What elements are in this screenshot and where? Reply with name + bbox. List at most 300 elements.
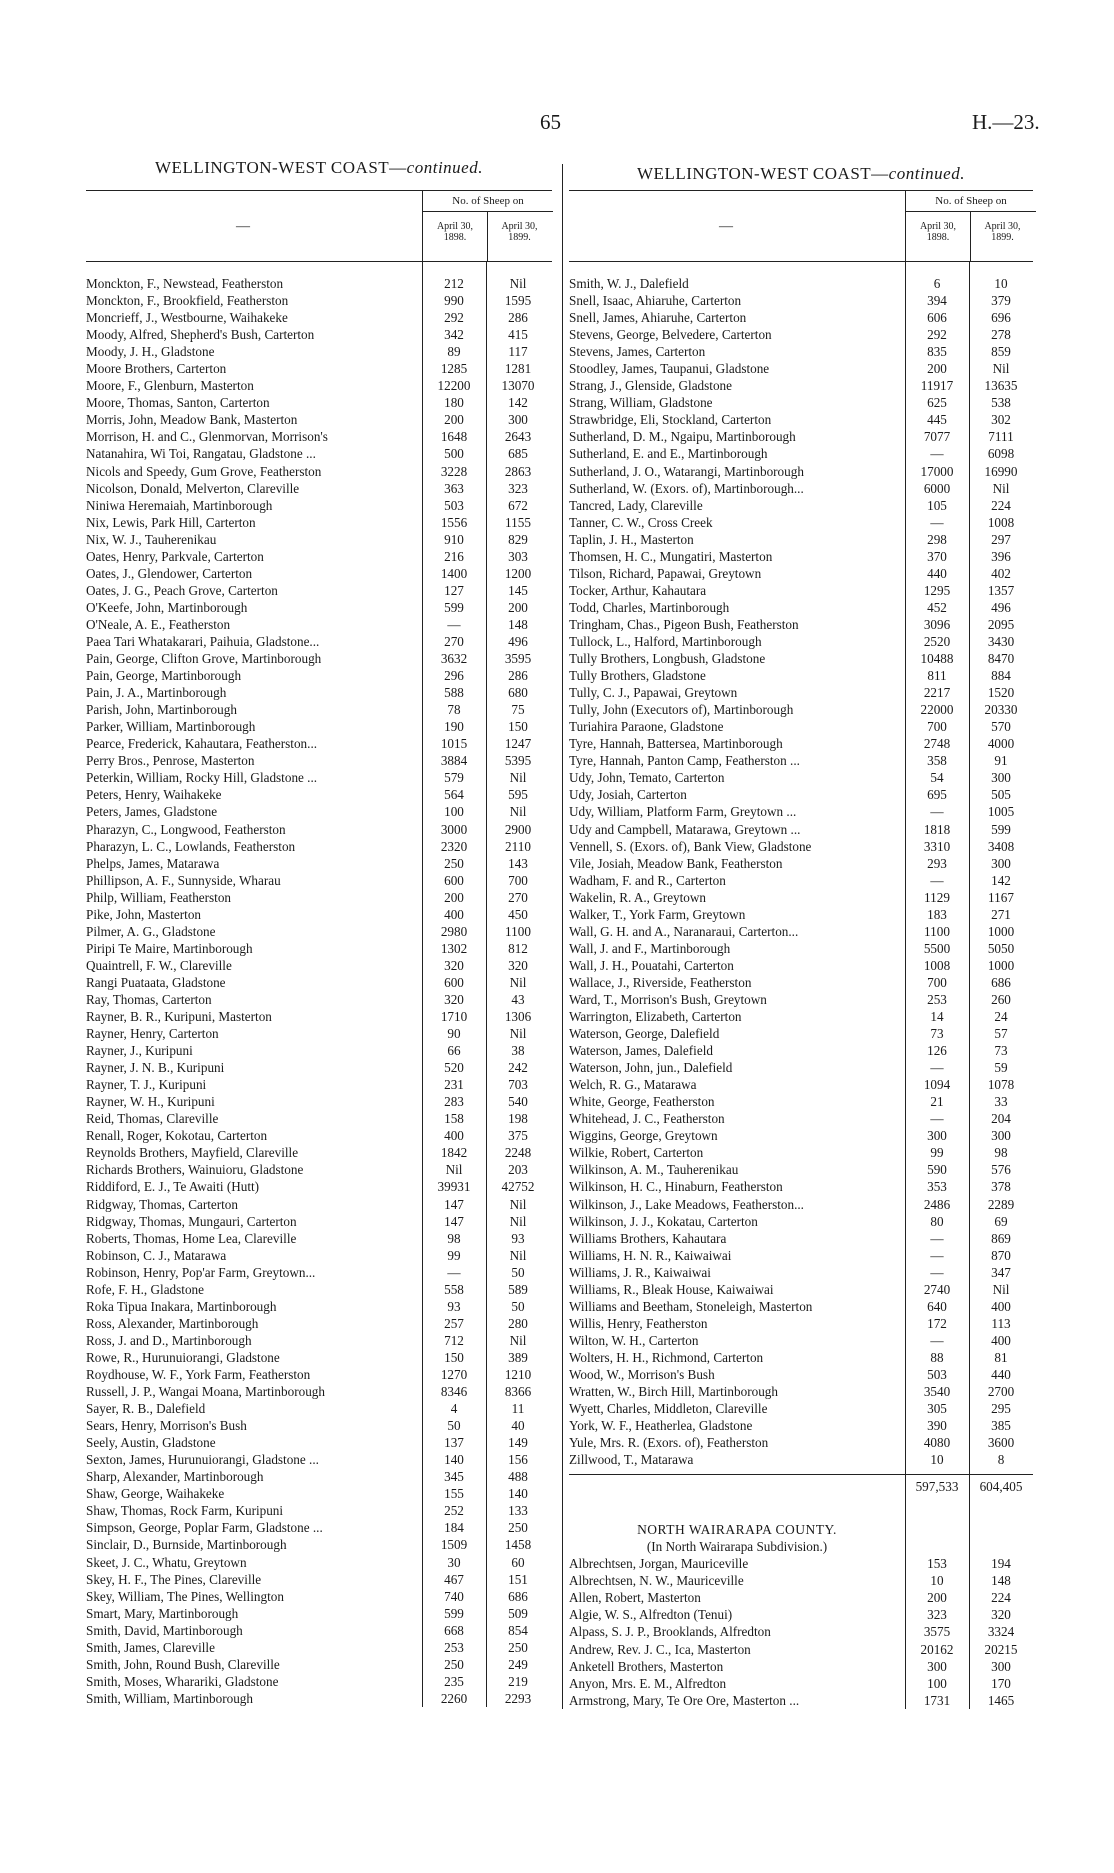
table-row (569, 445, 1033, 462)
sheep-1898: 200 (444, 412, 464, 428)
sheep-1898: 640 (927, 1298, 947, 1314)
sheep-1898: 150 (444, 1349, 464, 1365)
table-row (569, 497, 1033, 514)
sheep-1898: 147 (444, 1196, 464, 1212)
sheep-1899: 3324 (987, 1624, 1015, 1640)
table-row (86, 1400, 552, 1417)
table-row (86, 957, 552, 974)
table-row (569, 684, 1033, 701)
table-row (569, 548, 1033, 565)
sheep-1899: 91 (994, 753, 1008, 769)
sheep-1898: 305 (927, 1401, 947, 1417)
owner-name: Wyett, Charles, Middleton, Clareville (569, 1401, 768, 1417)
sheep-1899: 148 (991, 1573, 1011, 1589)
sheep-1898: 80 (930, 1213, 944, 1229)
sheep-1898: 200 (444, 889, 464, 905)
owner-name: Strawbridge, Eli, Stockland, Carterton (569, 412, 772, 428)
owner-name: Pike, John, Masterton (86, 906, 202, 922)
table-row (86, 360, 552, 377)
sheep-1899: 271 (991, 906, 1011, 922)
sheep-1898: 2748 (923, 736, 951, 752)
table-row (569, 1008, 1033, 1025)
sheep-1899: 142 (991, 872, 1011, 888)
table-row (569, 1264, 1033, 1281)
table-row (569, 616, 1033, 633)
sheep-1898: 250 (444, 855, 464, 871)
table-row (569, 1076, 1033, 1093)
table-row (86, 1366, 552, 1383)
owner-name: Renall, Roger, Kokotau, Carterton (86, 1128, 268, 1144)
sheep-1899: 148 (508, 616, 528, 632)
table-row (86, 548, 552, 565)
sheep-1898: 712 (444, 1332, 464, 1348)
table-row (569, 480, 1033, 497)
sheep-1899: 2095 (987, 616, 1015, 632)
sheep-1899: 375 (508, 1128, 528, 1144)
table-row (569, 1658, 1033, 1675)
owner-name: Skey, William, The Pines, Wellington (86, 1588, 284, 1604)
owner-name: Pilmer, A. G., Gladstone (86, 923, 216, 939)
sheep-1899: 4000 (987, 736, 1015, 752)
owner-name: Perry Bros., Penrose, Masterton (86, 753, 255, 769)
sheep-1898: 235 (444, 1673, 464, 1689)
sheep-1899: 589 (508, 1281, 528, 1297)
sheep-1899: 113 (991, 1315, 1011, 1331)
owner-name: Wilkinson, H. C., Hinaburn, Featherston (569, 1179, 783, 1195)
sheep-1899: 396 (991, 548, 1011, 564)
sheep-1899: 33 (994, 1094, 1008, 1110)
sheep-1899: 685 (508, 446, 528, 462)
sheep-1899: 270 (508, 889, 528, 905)
owner-name: Wilkie, Robert, Carterton (569, 1145, 704, 1161)
sheep-1899: Nil (509, 974, 527, 990)
owner-name: Udy, John, Temato, Carterton (569, 770, 725, 786)
sheep-1899: 496 (991, 599, 1011, 615)
sheep-1898: 100 (444, 804, 464, 820)
sheep-1898: 231 (444, 1077, 464, 1093)
sheep-1899: 812 (508, 940, 528, 956)
table-row (86, 1571, 552, 1588)
table-row (86, 309, 552, 326)
sheep-1899: 1155 (505, 514, 531, 530)
owner-name: Tilson, Richard, Papawai, Greytown (569, 565, 762, 581)
table-row (86, 872, 552, 889)
table-row (569, 1572, 1033, 1589)
table-row (86, 497, 552, 514)
table-row (569, 1434, 1033, 1451)
sheep-1899: 2248 (504, 1145, 532, 1161)
sheep-1898: 137 (444, 1435, 464, 1451)
sheep-1898: 320 (444, 957, 464, 973)
table-row (86, 1008, 552, 1025)
table-row (569, 582, 1033, 599)
owner-name: Wadham, F. and R., Carterton (569, 872, 726, 888)
owner-name: Ridgway, Thomas, Carterton (86, 1196, 238, 1212)
sheep-1898: 30 (447, 1554, 461, 1570)
table-row (569, 991, 1033, 1008)
sheep-1899: 142 (508, 395, 528, 411)
table-row (86, 275, 552, 292)
table-row (86, 906, 552, 923)
sheep-1899: 320 (991, 1607, 1011, 1623)
owner-name: Roka Tipua Inakara, Martinborough (86, 1298, 277, 1314)
sheep-1898: 588 (444, 685, 464, 701)
sheep-1899: 204 (991, 1111, 1011, 1127)
owner-name: Waterson, George, Dalefield (569, 1026, 720, 1042)
table-row (86, 1656, 552, 1673)
table-row (569, 1383, 1033, 1400)
sheep-1899: 69 (994, 1213, 1008, 1229)
owner-name: Shaw, Thomas, Rock Farm, Kuripuni (86, 1503, 284, 1519)
sheep-1899: 13070 (501, 378, 535, 394)
sheep-1899: 696 (991, 310, 1011, 326)
sheep-1898: 599 (444, 1605, 464, 1621)
sheep-1899: 260 (991, 991, 1011, 1007)
sheep-1899: 505 (991, 787, 1011, 803)
table-row (86, 599, 552, 616)
sheep-1898: 503 (927, 1367, 947, 1382)
sheep-1899: 170 (991, 1675, 1011, 1691)
sheep-1898: 12200 (437, 378, 471, 394)
col-1899-header: April 30, 1899. (487, 211, 551, 261)
owner-name: York, W. F., Heatherlea, Gladstone (569, 1418, 753, 1434)
sheep-1899: 3595 (504, 651, 532, 667)
sheep-1898: 1648 (440, 429, 468, 445)
table-row (569, 838, 1033, 855)
sheep-1899: 400 (991, 1332, 1011, 1348)
owner-name: Rayner, W. H., Kuripuni (86, 1094, 215, 1110)
owner-name: Sutherland, W. (Exors. of), Martinborough... (569, 480, 804, 496)
owner-name: Ross, J. and D., Martinborough (86, 1332, 252, 1348)
owner-name: Sutherland, D. M., Ngaipu, Martinborough (569, 429, 796, 445)
sheep-1898: 5500 (923, 940, 951, 956)
sheep-1899: 2900 (504, 821, 532, 837)
table-row (86, 1588, 552, 1605)
owner-name: Roberts, Thomas, Home Lea, Clareville (86, 1230, 297, 1246)
sheep-1898: 7077 (923, 429, 951, 445)
owner-name: Strang, William, Gladstone (569, 395, 713, 411)
owner-name: Williams Brothers, Kahautara (569, 1230, 727, 1246)
table-row (86, 292, 552, 309)
table-row (86, 1178, 552, 1195)
sheep-1899: 703 (508, 1077, 528, 1093)
table-row (86, 582, 552, 599)
sheep-1898: 358 (927, 753, 947, 769)
county-subtitle: (In North Wairarapa Subdivision.) (646, 1539, 828, 1555)
sheep-1898: — (447, 1264, 461, 1280)
sheep-1898: 345 (444, 1469, 464, 1485)
table-row (86, 411, 552, 428)
table-row (569, 1144, 1033, 1161)
sheep-1899: 570 (991, 719, 1011, 735)
sheep-1898: 370 (927, 548, 947, 564)
sheep-1898: 292 (927, 327, 947, 343)
sheep-1899: 870 (991, 1247, 1011, 1263)
table-row (569, 855, 1033, 872)
sheep-1898: 10 (930, 1452, 944, 1468)
owner-name: Sharp, Alexander, Martinborough (86, 1469, 264, 1485)
left-column (86, 158, 552, 1707)
owner-name: Monckton, F., Brookfield, Featherston (86, 293, 289, 309)
owner-name: Waterson, John, jun., Dalefield (569, 1060, 733, 1076)
sheep-1899: 98 (994, 1145, 1008, 1161)
total-1899: 604,405 (979, 1479, 1023, 1495)
table-row (86, 1485, 552, 1502)
sheep-1898: 452 (927, 599, 947, 615)
owner-name: Todd, Charles, Martinborough (569, 599, 730, 615)
sheep-1899: 859 (991, 344, 1011, 360)
sheep-1898: 1731 (923, 1692, 951, 1708)
table-row (86, 1383, 552, 1400)
owner-name: Smith, Moses, Wharariki, Gladstone (86, 1673, 279, 1689)
table-row (569, 872, 1033, 889)
sheep-1899: 400 (991, 1298, 1011, 1314)
sheep-1898: 2320 (440, 838, 468, 854)
sheep-1899: 143 (508, 855, 528, 871)
sheep-1898: — (930, 872, 944, 888)
table-row (86, 701, 552, 718)
sheep-1898: 520 (444, 1060, 464, 1076)
sheep-1899: 295 (991, 1401, 1011, 1417)
table-row (86, 889, 552, 906)
sheep-1899: 3600 (987, 1435, 1015, 1451)
owner-name: Wolters, H. H., Richmond, Carterton (569, 1349, 764, 1365)
sheep-1899: Nil (992, 361, 1010, 377)
sheep-1899: 60 (511, 1554, 525, 1570)
table-row (569, 1555, 1033, 1572)
sheep-1898: 1094 (923, 1077, 951, 1093)
sheep-1899: 2643 (504, 429, 532, 445)
sheep-1899: 117 (508, 344, 528, 360)
table-row (569, 514, 1033, 531)
owner-name: Tocker, Arthur, Kahautara (569, 582, 707, 598)
table-row (86, 1332, 552, 1349)
sheep-1899: 3408 (987, 838, 1015, 854)
sheep-1898: 2980 (440, 923, 468, 939)
sheep-1898: 323 (927, 1607, 947, 1623)
table-row (86, 667, 552, 684)
owner-name: Wratten, W., Birch Hill, Martinborough (569, 1384, 778, 1400)
owner-name: Pharazyn, C., Longwood, Featherston (86, 821, 286, 837)
table-row (86, 565, 552, 582)
table-row (86, 735, 552, 752)
owner-name: O'Keefe, John, Martinborough (86, 599, 248, 615)
owner-name: Williams, J. R., Kaiwaiwai (569, 1264, 711, 1280)
owner-name: Moore, F., Glenburn, Masterton (86, 378, 254, 394)
sheep-1898: 2740 (923, 1281, 951, 1297)
owner-name: Wallace, J., Riverside, Featherston (569, 974, 752, 990)
table-row (569, 531, 1033, 548)
owner-name: Reid, Thomas, Clareville (86, 1111, 219, 1127)
owner-name: Snell, Isaac, Ahiaruhe, Carterton (569, 293, 742, 309)
sheep-1898: 39931 (437, 1179, 471, 1195)
sheep-1898: 253 (444, 1639, 464, 1655)
owner-name: Zillwood, T., Matarawa (569, 1452, 694, 1468)
owner-name: Rofe, F. H., Gladstone (86, 1281, 204, 1297)
owner-name: Wilkinson, J. J., Kokatau, Carterton (569, 1213, 758, 1229)
owner-name: Morris, John, Meadow Bank, Masterton (86, 412, 298, 428)
sheep-1899: 219 (508, 1673, 528, 1689)
table-row (86, 445, 552, 462)
sheep-1898: 625 (927, 395, 947, 411)
table-row (569, 718, 1033, 735)
sheep-1898: — (930, 1332, 944, 1348)
table-row (86, 1298, 552, 1315)
sheep-1898: 500 (444, 446, 464, 462)
owner-name: Tancred, Lady, Clareville (569, 497, 703, 513)
sheep-1898: — (447, 616, 461, 632)
table-row (86, 480, 552, 497)
sheep-1898: 253 (927, 991, 947, 1007)
col-1898-header: April 30, 1898. (919, 221, 957, 243)
owner-name: Andrew, Rev. J. C., Ica, Masterton (569, 1641, 751, 1657)
name-column-header: — (236, 219, 250, 234)
sheep-1899: 323 (508, 480, 528, 496)
table-row (569, 1417, 1033, 1434)
sheep-1898: 910 (444, 531, 464, 547)
owner-name: Ward, T., Morrison's Bush, Greytown (569, 991, 767, 1007)
sheep-1899: Nil (509, 1213, 527, 1229)
table-row (569, 889, 1033, 906)
sheep-1898: 50 (447, 1418, 461, 1434)
sheep-1898: 158 (444, 1111, 464, 1127)
table-row (569, 821, 1033, 838)
table-row (569, 394, 1033, 411)
sheep-1899: 1210 (504, 1367, 532, 1382)
owner-name: Williams and Beetham, Stoneleigh, Masterton (569, 1298, 813, 1314)
sheep-1899: 402 (991, 565, 1011, 581)
name-column-header: — (719, 219, 733, 234)
owner-name: Skeet, J. C., Whatu, Greytown (86, 1554, 247, 1570)
table-row (86, 1144, 552, 1161)
sheep-1898: 11917 (920, 378, 954, 394)
table-row (86, 1434, 552, 1451)
sheep-1899: 379 (991, 293, 1011, 309)
right-heading: WELLINGTON-WEST COAST—continued. (637, 164, 965, 183)
table-row (569, 326, 1033, 343)
sheep-1898: — (930, 514, 944, 530)
sheep-1898: 283 (444, 1094, 464, 1110)
table-row (86, 1673, 552, 1690)
sheep-1899: 595 (508, 787, 528, 803)
sheep-1898: 564 (444, 787, 464, 803)
sheep-1898: — (930, 446, 944, 462)
sheep-1898: 700 (927, 974, 947, 990)
sheep-1899: 40 (511, 1418, 525, 1434)
table-row (569, 786, 1033, 803)
sheep-1898: 172 (927, 1315, 947, 1331)
sheep-1899: 700 (508, 872, 528, 888)
sheep-1898: 3884 (440, 753, 468, 769)
sheep-1898: 200 (927, 1590, 947, 1606)
sheep-1898: 342 (444, 327, 464, 343)
owner-name: Skey, H. F., The Pines, Clareville (86, 1571, 262, 1587)
left-table-body (86, 262, 552, 1707)
sheep-1898: 990 (444, 293, 464, 309)
table-row (569, 360, 1033, 377)
sheep-1898: 66 (447, 1043, 461, 1059)
sheep-1899: 538 (991, 395, 1011, 411)
sheep-1898: 6 (933, 276, 941, 291)
table-row (86, 1093, 552, 1110)
table-row (569, 667, 1033, 684)
table-row (86, 940, 552, 957)
table-row (569, 292, 1033, 309)
sheep-1899: 2293 (504, 1690, 532, 1706)
table-row (569, 428, 1033, 445)
sheep-1898: 4 (450, 1401, 458, 1417)
sheep-1898: 298 (927, 531, 947, 547)
table-row (86, 1281, 552, 1298)
table-row (86, 1502, 552, 1519)
owner-name: Yule, Mrs. R. (Exors. of), Featherston (569, 1435, 769, 1451)
table-row (569, 940, 1033, 957)
owner-name: Sutherland, E. and E., Martinborough (569, 446, 768, 462)
owner-name: Alpass, S. J. P., Brooklands, Alfredton (569, 1624, 771, 1640)
sheep-1898: 3540 (923, 1384, 951, 1400)
sheep-1899: 156 (508, 1452, 528, 1468)
sheep-1898: 54 (930, 770, 944, 786)
sheep-1898: 558 (444, 1281, 464, 1297)
owner-name: Rayner, J. N. B., Kuripuni (86, 1060, 225, 1076)
sheep-1899: 50 (511, 1264, 525, 1280)
owner-name: Smith, James, Clareville (86, 1639, 215, 1655)
sheep-1899: 509 (508, 1605, 528, 1621)
sheep-1898: 1710 (440, 1009, 468, 1025)
sheep-1898: 99 (930, 1145, 944, 1161)
sheep-1898: 270 (444, 633, 464, 649)
sheep-1898: 90 (447, 1026, 461, 1042)
sheep-1898: 353 (927, 1179, 947, 1195)
sheep-1899: 8470 (987, 651, 1015, 667)
sheep-1898: 1295 (923, 582, 951, 598)
owner-name: Smith, William, Martinborough (86, 1690, 253, 1706)
sheep-1899: 5395 (504, 753, 532, 769)
sheep-1898: 590 (927, 1162, 947, 1178)
sheep-1898: 4080 (923, 1435, 951, 1451)
owner-name: Rowe, R., Hurunuiorangi, Gladstone (86, 1349, 280, 1365)
owner-name: Sayer, R. B., Dalefield (86, 1401, 206, 1417)
sheep-1899: 303 (508, 548, 528, 564)
sheep-1899: 1247 (504, 736, 532, 752)
owner-name: Parish, John, Martinborough (86, 702, 237, 718)
table-row (86, 786, 552, 803)
sheep-1899: 302 (991, 412, 1011, 428)
sheep-1898: 100 (927, 1675, 947, 1691)
sheep-1898: 2260 (440, 1690, 468, 1706)
sheep-1898: 183 (927, 906, 947, 922)
owner-name: Pain, George, Clifton Grove, Martinborough (86, 651, 322, 667)
sheep-1899: Nil (509, 804, 527, 820)
table-row (86, 1690, 552, 1707)
sheep-1899: 488 (508, 1469, 528, 1485)
owner-name: Anketell Brothers, Masterton (569, 1658, 724, 1674)
table-row (569, 974, 1033, 991)
owner-name: Pearce, Frederick, Kahautara, Featherston... (86, 736, 318, 752)
owner-name: Wilton, W. H., Carterton (569, 1332, 699, 1348)
sheep-1899: 1000 (987, 957, 1015, 973)
table-row (86, 650, 552, 667)
owner-name: Richards Brothers, Wainuioru, Gladstone (86, 1162, 304, 1178)
sheep-1898: 2486 (923, 1196, 951, 1212)
sheep-1899: 250 (508, 1639, 528, 1655)
total-row (569, 1474, 1033, 1499)
sheep-1899: 1357 (987, 582, 1015, 598)
sheep-1899: 198 (508, 1111, 528, 1127)
sheep-1899: Nil (509, 1247, 527, 1263)
owner-name: Moore Brothers, Carterton (86, 361, 227, 377)
owner-name: Udy and Campbell, Matarawa, Greytown ... (569, 821, 801, 837)
